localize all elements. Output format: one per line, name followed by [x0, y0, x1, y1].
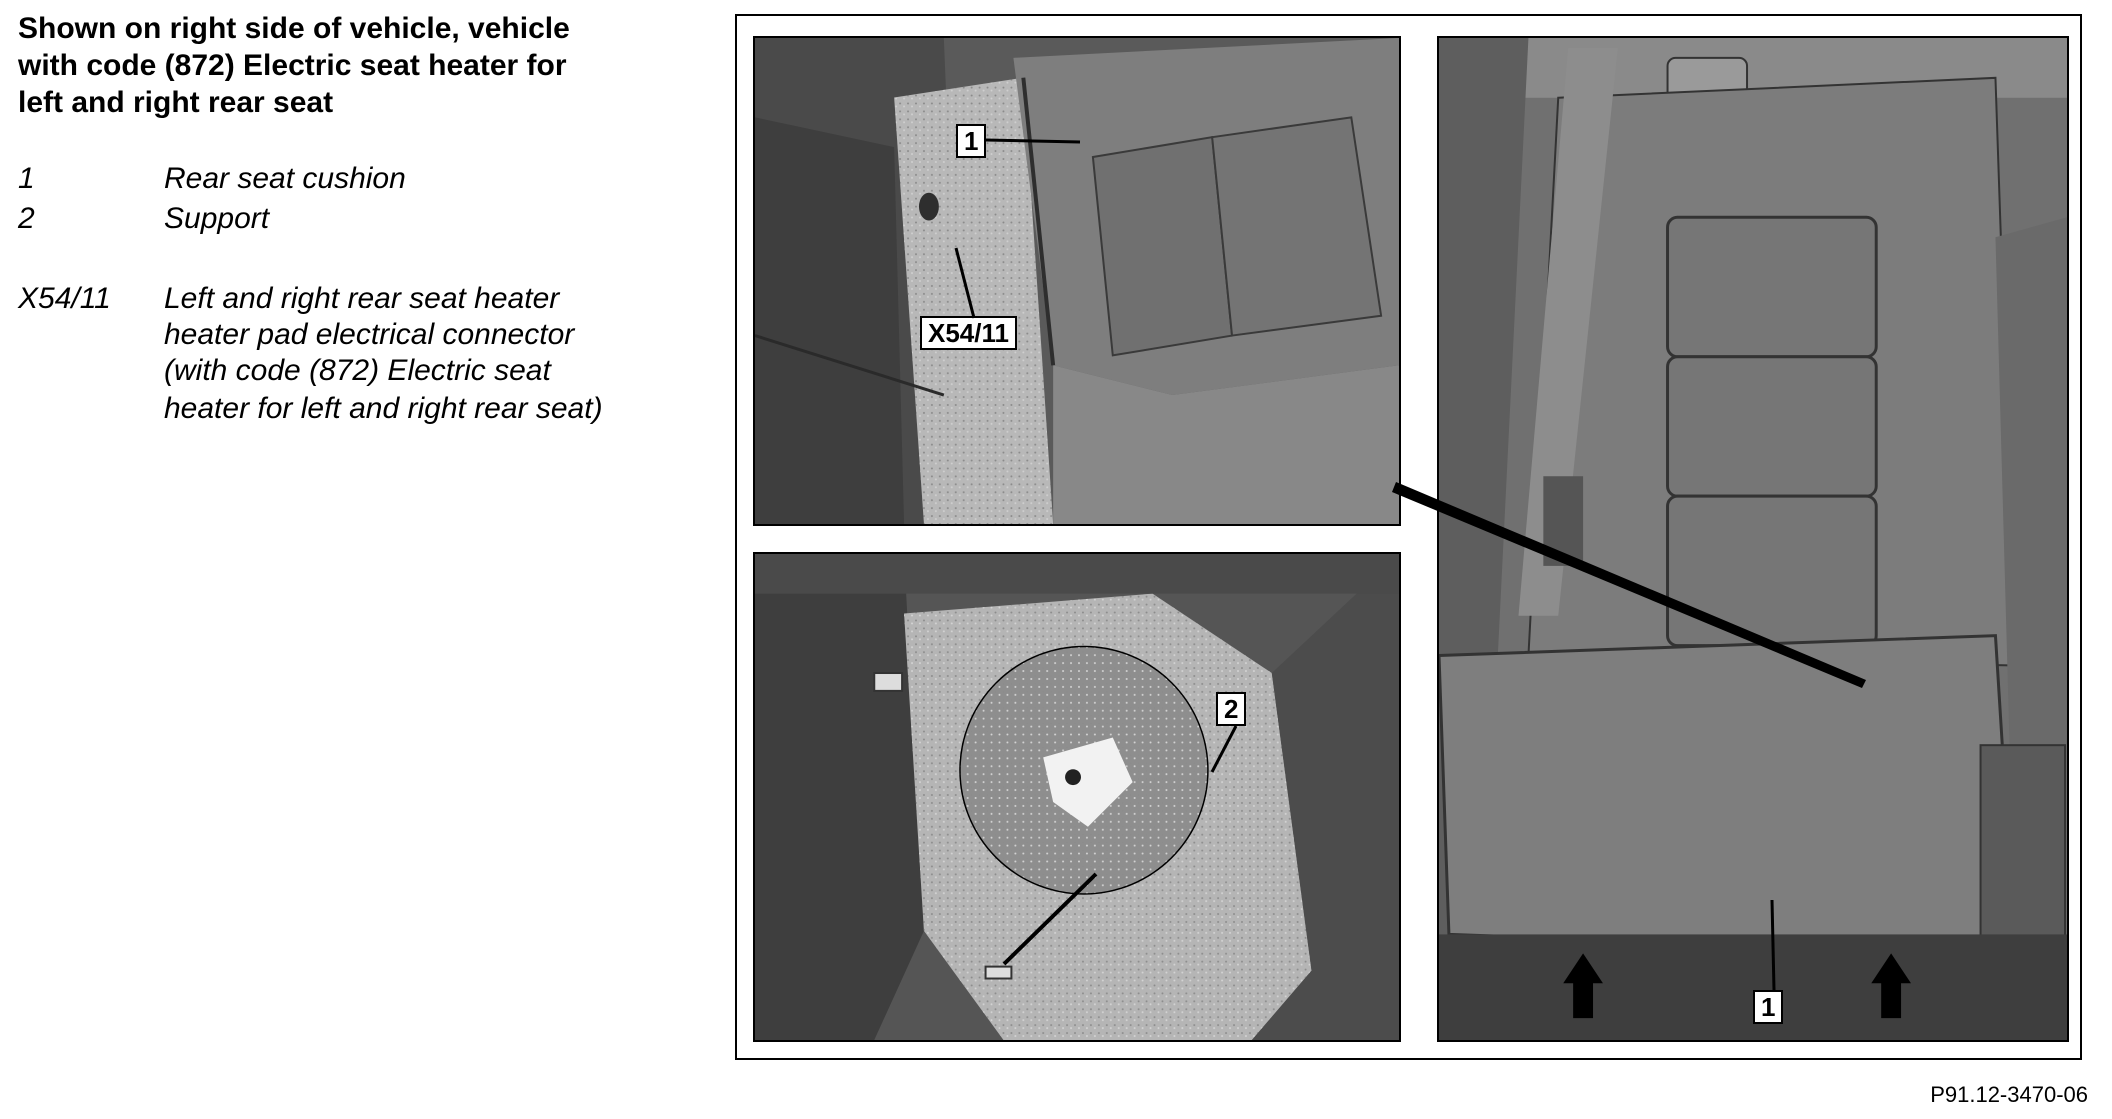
- legend-code: 2: [18, 202, 35, 235]
- callout-label-2: 2: [1216, 692, 1246, 726]
- page-heading: [18, 10, 668, 121]
- legend-desc-line-3: (with code (872) Electric seat: [164, 354, 551, 387]
- legend-desc-line-1: Left and right rear seat heater: [164, 282, 560, 315]
- legend-code: 1: [18, 162, 35, 195]
- photo-rear-bench: [1437, 36, 2069, 1042]
- legend-desc: Support: [164, 202, 270, 235]
- photo-seat-raised: [753, 36, 1401, 526]
- legend-desc-line-2: heater pad electrical connector: [164, 318, 575, 351]
- legend-desc-line-4: heater for left and right rear seat): [164, 392, 603, 425]
- figure-frame: [735, 14, 2082, 1060]
- callout-label-x54-11: X54/11: [920, 316, 1017, 350]
- heading-line-3: left and right rear seat: [18, 86, 334, 119]
- heading-line-2: with code (872) Electric seat heater for: [18, 49, 567, 82]
- callout-label-1-right: 1: [1753, 990, 1783, 1024]
- callout-label-1-top: 1: [956, 124, 986, 158]
- rear-bench-illustration: [1439, 38, 2067, 1040]
- legend-desc: Rear seat cushion: [164, 162, 406, 195]
- seat-raised-illustration: [755, 38, 1399, 524]
- legend-code: X54/11: [18, 282, 111, 315]
- heading-line-1: Shown on right side of vehicle, vehicle: [18, 12, 570, 45]
- seat-removed-illustration: [755, 554, 1399, 1040]
- photo-seat-removed: [753, 552, 1401, 1042]
- figure-id: P91.12-3470-06: [1930, 1082, 2088, 1107]
